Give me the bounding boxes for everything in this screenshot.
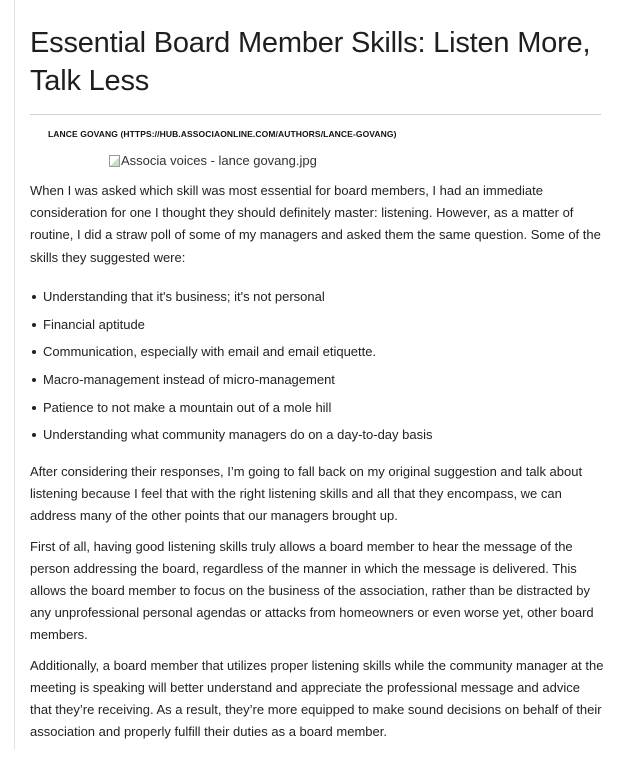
article-image <box>109 153 605 168</box>
intro-paragraph: When I was asked which skill was most essential for board members, I had an immediate consideration for one I thought they should definitely master: listening. However, as a matter of routine, I did a straw poll of some of my managers and asked them the same question. Some of the skills they suggested were: <box>30 183 601 265</box>
skills-list <box>30 283 605 449</box>
broken-image-icon <box>109 155 120 167</box>
author-byline[interactable]: LANCE GOVANG (HTTPS://HUB.ASSOCIAONLINE.COM/AUTHORS/LANCE-GOVANG) <box>48 129 397 139</box>
article-title: Essential Board Member Skills: Listen More, Talk Less <box>30 27 591 97</box>
list-item: Financial aptitude <box>30 311 605 339</box>
list-item: Communication, especially with email and email etiquette. <box>30 338 605 366</box>
list-item: Understanding what community managers do on a day-to-day basis <box>30 421 605 449</box>
list-item: Macro-management instead of micro-management <box>30 366 605 394</box>
article <box>30 24 605 743</box>
body-paragraph: First of all, having good listening skills truly allows a board member to hear the message of the person addressing the board, regardless of the manner in which the message is delivered. This allows the board member to focus on the business of the association, rather than be distracted by any unprofessional personal agendas or attacks from homeowners or even worse yet, other board members. <box>30 538 594 643</box>
body-paragraph: After considering their responses, I’m going to fall back on my original suggestion and talk about listening because I feel that with the right listening skills and all that they encompass, we can address many of the other points that our managers brought up. <box>30 464 583 524</box>
left-border-line <box>14 0 15 750</box>
list-item: Understanding that it's business; it's not personal <box>30 283 605 311</box>
title-divider <box>30 114 601 115</box>
image-alt-text: Associa voices - lance govang.jpg <box>121 153 317 168</box>
list-item: Patience to not make a mountain out of a mole hill <box>30 394 605 422</box>
body-paragraph: Additionally, a board member that utilizes proper listening skills while the community manager at the meeting is speaking will better understand and appreciate the professional message and advice that they’re receiving. As a result, they’re more equipped to make sound decisions on behalf of their association and properly fulfill their duties as a board member. <box>30 657 604 740</box>
